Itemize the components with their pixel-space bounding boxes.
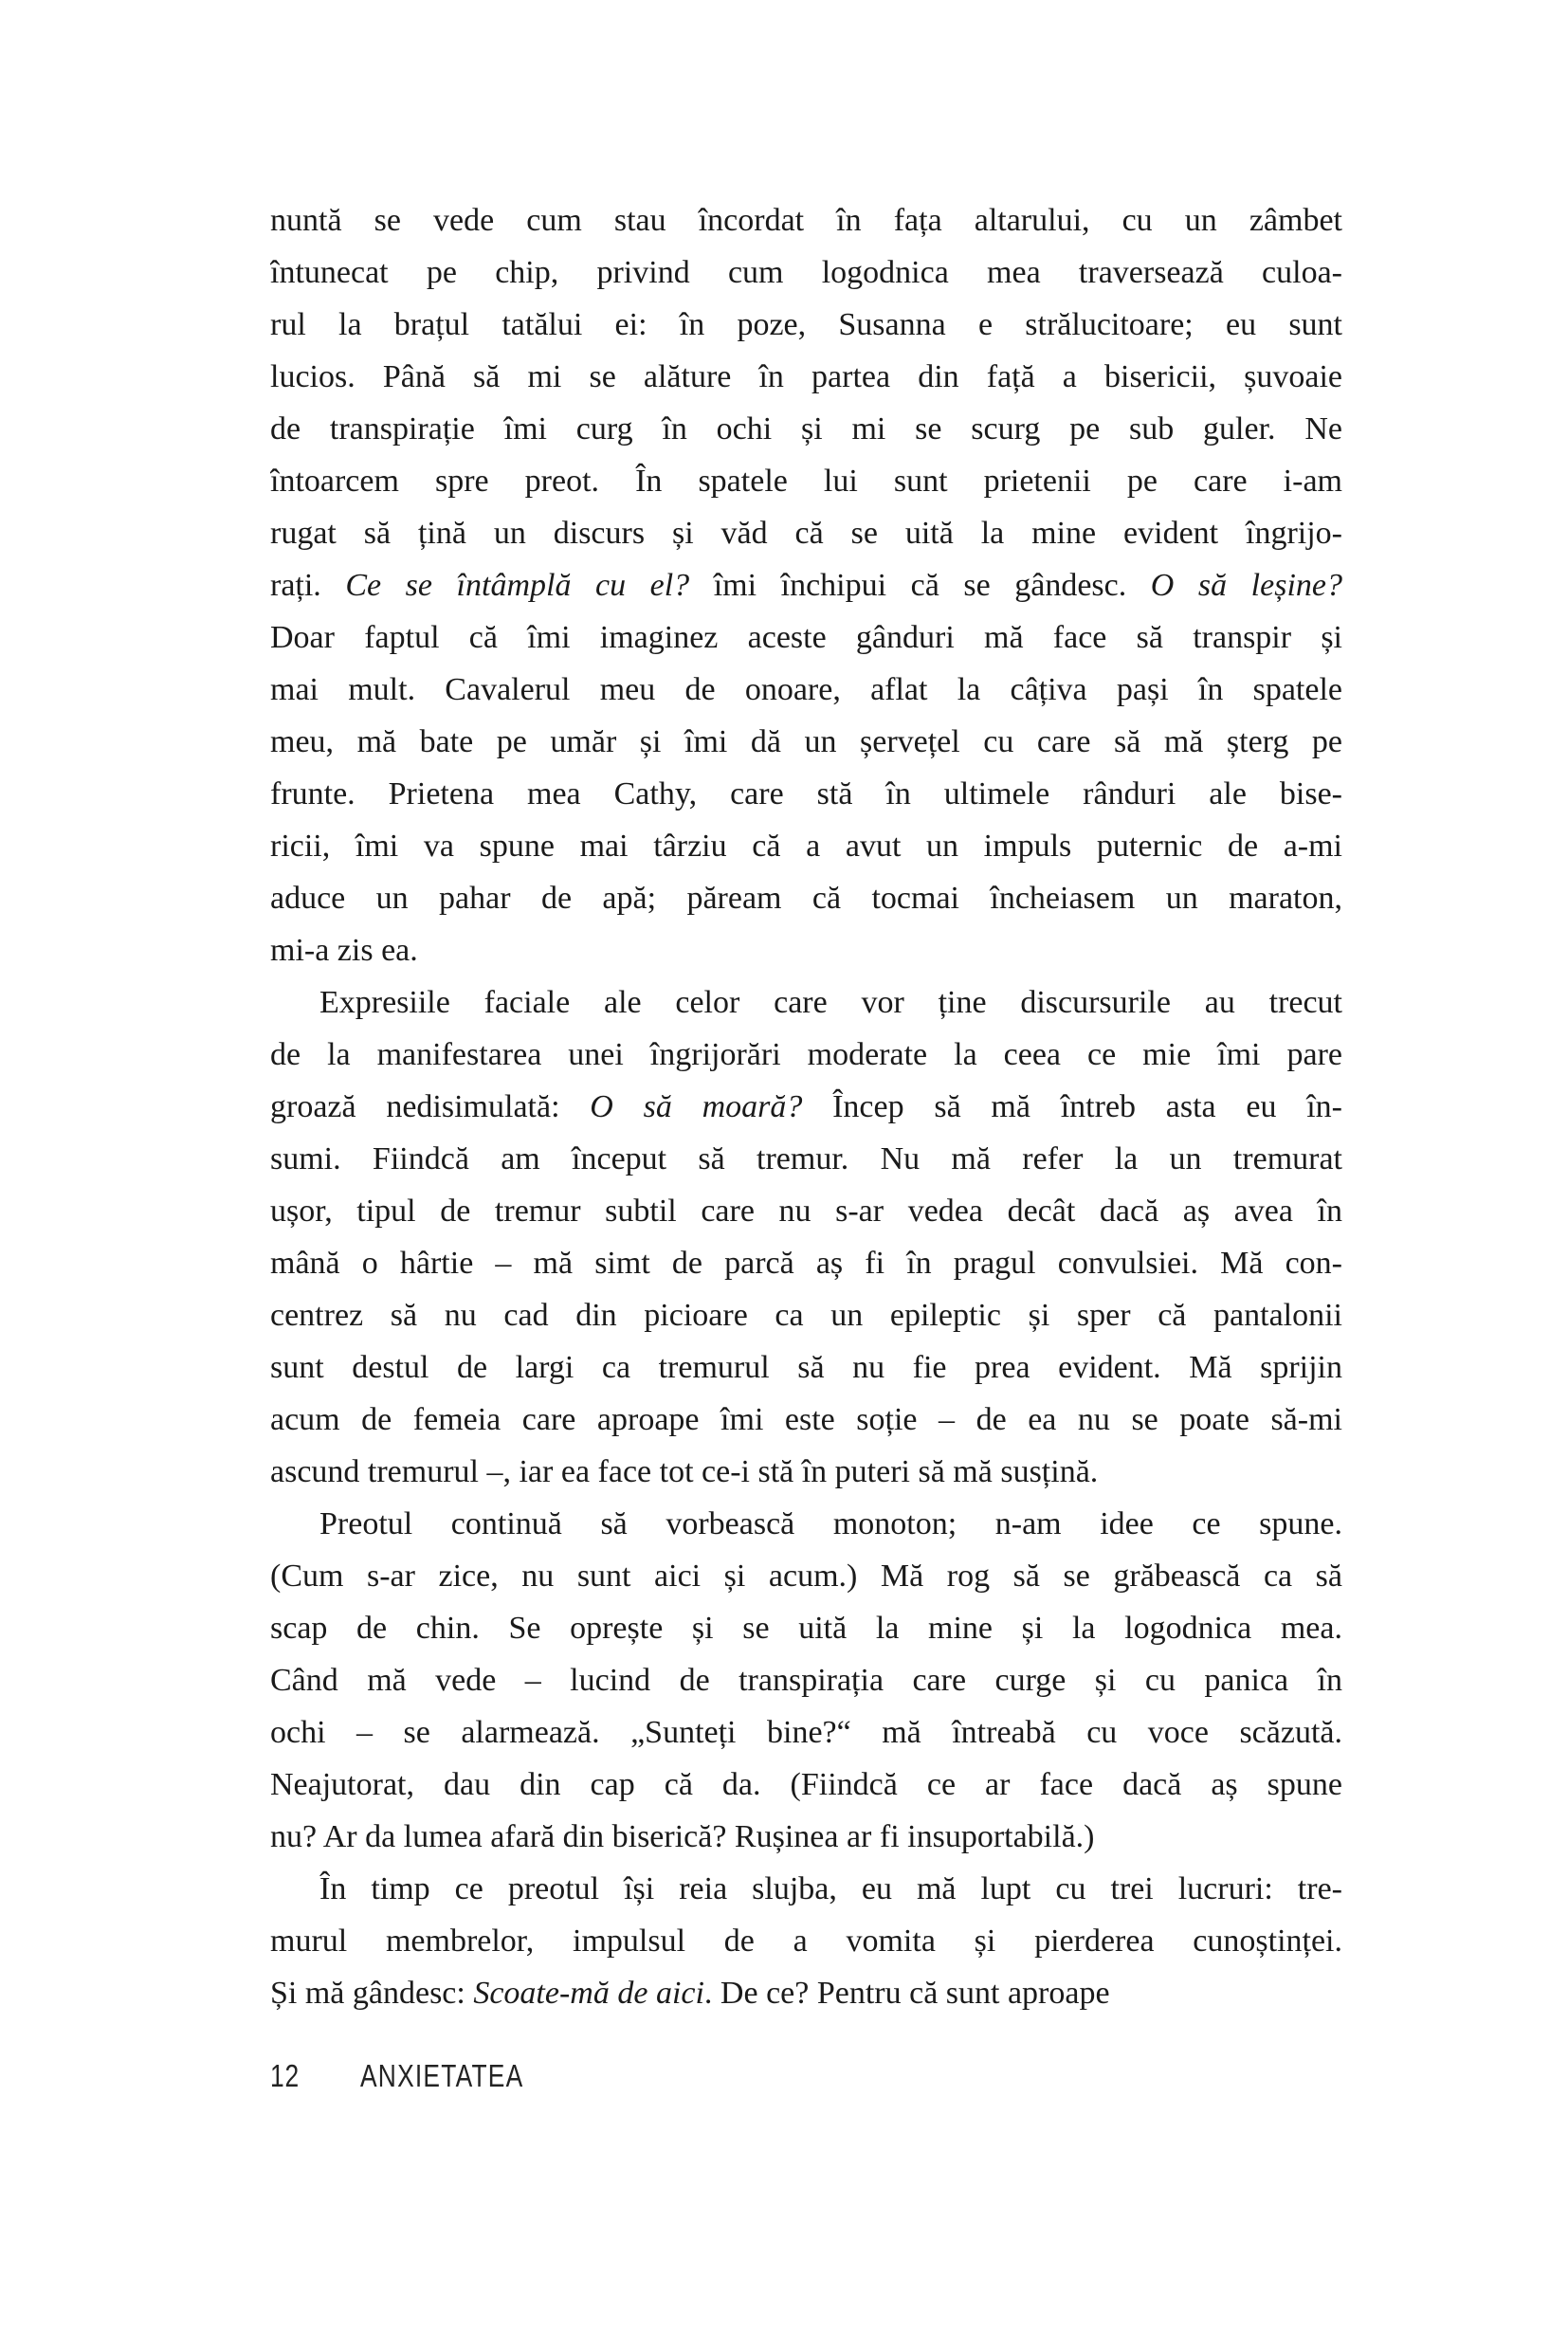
text-line [270, 1185, 1342, 1237]
text-run: ușor, tipul de tremur subtil care nu s-ar vedea decât dacă aș avea în [270, 1194, 1342, 1229]
text-run: scap de chin. Se oprește și se uită la mine și la logodnica mea. [270, 1611, 1342, 1646]
text-run: aduce un pahar de apă; păream că tocmai încheiasem un maraton, [270, 881, 1342, 916]
text-line [270, 299, 1342, 351]
text-run: mai mult. Cavalerul meu de onoare, aflat la câțiva pași în spatele [270, 672, 1342, 707]
text-line [270, 1394, 1342, 1446]
text-line [270, 1446, 1342, 1498]
text-line [270, 507, 1342, 559]
paragraph [270, 194, 1342, 976]
text-line [270, 1081, 1342, 1133]
text-run: rați. [270, 568, 346, 603]
text-line [270, 1915, 1342, 1967]
text-run: murul membrelor, impulsul de a vomita și pierderea cunoștinței. [270, 1924, 1342, 1959]
text-line [270, 1811, 1342, 1863]
text-run: Preotul continuă să vorbească monoton; n-am idee ce spune. [319, 1506, 1342, 1541]
text-line [270, 1289, 1342, 1341]
text-line [270, 1602, 1342, 1654]
text-run: de la manifestarea unei îngrijorări moderate la ceea ce mie îmi pare [270, 1037, 1342, 1072]
text-run: rul la brațul tatălui ei: în poze, Susanna e strălucitoare; eu sunt [270, 307, 1342, 342]
text-line [270, 976, 1342, 1029]
text-line [270, 194, 1342, 246]
text-line [270, 768, 1342, 820]
text-run: Când mă vede – lucind de transpirația care curge și cu panica în [270, 1663, 1342, 1698]
text-run: meu, mă bate pe umăr și îmi dă un șervețel cu care să mă șterg pe [270, 724, 1342, 759]
text-run: ricii, îmi va spune mai târziu că a avut un impuls puternic de a-mi [270, 829, 1342, 864]
text-run: îmi închipui că se gândesc. [689, 568, 1151, 603]
text-line [270, 1654, 1342, 1706]
text-run: întunecat pe chip, privind cum logodnica mea traversează culoa- [270, 255, 1342, 290]
text-line [270, 1237, 1342, 1289]
text-run: întoarcem spre preot. În spatele lui sunt prietenii pe care i-am [270, 464, 1342, 499]
text-line [270, 1550, 1342, 1602]
text-run: de transpirație îmi curg în ochi și mi se scurg pe sub guler. Ne [270, 411, 1342, 447]
text-run: ascund tremurul –, iar ea face tot ce-i stă în puteri să mă susțină. [270, 1454, 1099, 1489]
text-line [270, 559, 1342, 611]
text-line [270, 664, 1342, 716]
paragraph [270, 1498, 1342, 1863]
text-run: mi-a zis ea. [270, 933, 418, 968]
text-run: Și mă gândesc: [270, 1976, 474, 2011]
text-run: nuntă se vede cum stau încordat în fața altarului, cu un zâmbet [270, 203, 1342, 238]
text-line [270, 246, 1342, 299]
text-line [270, 820, 1342, 872]
text-run: Încep să mă întreb asta eu în- [802, 1089, 1342, 1124]
text-run: nu? Ar da lumea afară din biserică? Rușinea ar fi insuportabilă.) [270, 1819, 1095, 1854]
body-text [270, 194, 1342, 2019]
italic-run: O să moară? [590, 1089, 803, 1124]
paragraph [270, 1863, 1342, 2019]
text-run: În timp ce preotul își reia slujba, eu mă lupt cu trei lucruri: tre- [319, 1871, 1342, 1906]
page-footer [0, 2057, 1568, 2095]
text-run: mână o hârtie – mă simt de parcă aș fi în pragul convulsiei. Mă con- [270, 1246, 1342, 1281]
text-line [270, 1706, 1342, 1759]
running-title: ANXIETATEA [360, 2058, 524, 2093]
text-run: sumi. Fiindcă am început să tremur. Nu mă refer la un tremurat [270, 1141, 1342, 1176]
text-line [270, 351, 1342, 403]
italic-run: O să leșine? [1150, 568, 1342, 603]
text-run: . De ce? Pentru că sunt aproape [703, 1976, 1110, 2011]
text-line [270, 455, 1342, 507]
text-run: rugat să țină un discurs și văd că se uită la mine evident îngrijo- [270, 516, 1342, 551]
text-run: (Cum s-ar zice, nu sunt aici și acum.) Mă rog să se grăbească ca să [270, 1559, 1342, 1594]
text-run: groază nedisimulată: [270, 1089, 591, 1124]
text-line [270, 403, 1342, 455]
text-line [270, 1967, 1342, 2019]
page-number: 12 [270, 2058, 300, 2093]
text-run: Neajutorat, dau din cap că da. (Fiindcă ce ar face dacă aș spune [270, 1767, 1342, 1802]
text-line [270, 1863, 1342, 1915]
text-line [270, 1759, 1342, 1811]
text-line [270, 716, 1342, 768]
text-run: centrez să nu cad din picioare ca un epileptic și sper că pantalonii [270, 1298, 1342, 1333]
text-run: lucios. Până să mi se alăture în partea din față a bisericii, șuvoaie [270, 359, 1342, 394]
text-run: Doar faptul că îmi imaginez aceste gânduri mă face să transpir și [270, 620, 1342, 655]
text-line [270, 611, 1342, 664]
text-run: ochi – se alarmează. „Sunteți bine?“ mă întreabă cu voce scăzută. [270, 1715, 1342, 1750]
text-line [270, 1341, 1342, 1394]
text-line [270, 924, 1342, 976]
text-line [270, 1029, 1342, 1081]
text-run: frunte. Prietena mea Cathy, care stă în ultimele rânduri ale bise- [270, 776, 1342, 811]
text-line [270, 872, 1342, 924]
text-line [270, 1133, 1342, 1185]
text-run: acum de femeia care aproape îmi este soție – de ea nu se poate să-mi [270, 1402, 1342, 1437]
paragraph [270, 976, 1342, 1498]
italic-run: Ce se întâmplă cu el? [345, 568, 690, 603]
text-run: Expresiile faciale ale celor care vor ține discursurile au trecut [319, 985, 1342, 1020]
text-run: sunt destul de largi ca tremurul să nu fie prea evident. Mă sprijin [270, 1350, 1342, 1385]
text-line [270, 1498, 1342, 1550]
italic-run: Scoate-mă de aici [473, 1976, 704, 2011]
